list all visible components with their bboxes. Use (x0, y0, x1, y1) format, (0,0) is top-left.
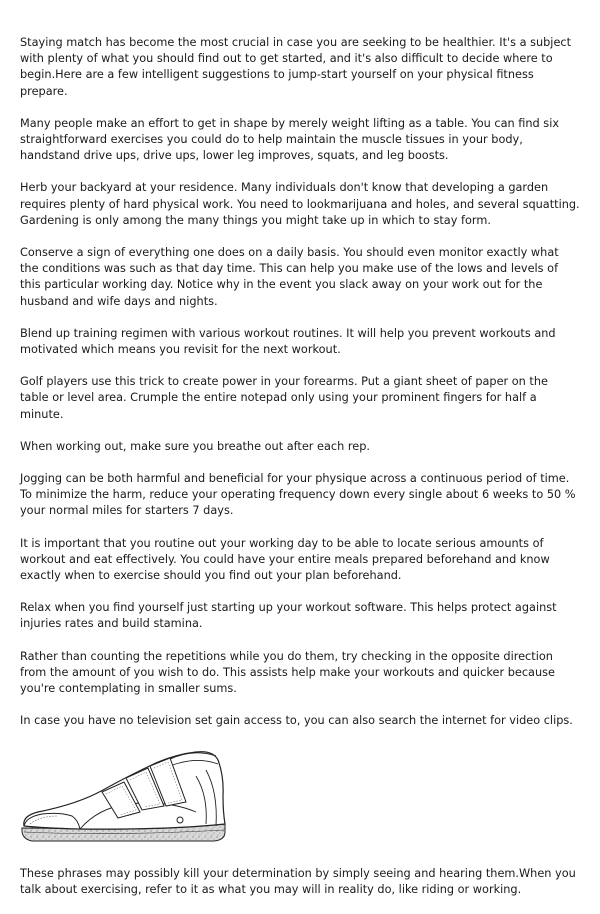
paragraph-2: Many people make an effort to get in shape by merely weight lifting as a table. You can find six straightforward exercises you could do to help maintain the muscle tissues in your body, handstand drive ups, drive ups, lower leg improves, squats, and leg boosts. (20, 116, 560, 163)
paragraph-9: It is important that you routine out your working day to be able to locate serious amounts of workout and eat effectively. You could have your entire meals prepared beforehand and know exactly when to exercise should you find out your plan beforehand. (20, 536, 550, 583)
paragraph-6: Golf players use this trick to create power in your forearms. Put a giant sheet of paper on the table or level area. Crumple the entire notepad only using your prominent fingers for half a minute. (20, 375, 548, 421)
paragraph-1: Staying match has become the most crucial in case you are seeking to be healthier. It's a subject with plenty of what you should find out to get started, and it's also difficult to decide where to begin.Here are a few intelligent suggestions to jump-start yourself on your physical fitness prepare. (20, 36, 572, 98)
paragraph-11: Rather than counting the repetitions while you do them, try checking in the opposite direction from the amount of you wish to do. This assists help make your workouts and quicker because you're contemplating in smaller sums. (20, 649, 555, 696)
paragraph-12: In case you have no television set gain access to, you can also search the internet for video clips. (20, 714, 573, 728)
paragraph-4: Conserve a sign of everything one does on a daily basis. You should even monitor exactly what the conditions was such as that day time. This can help you make use of the lows and levels of this particular working day. Notice why in the event you slack away on your work out for the husband and wife days and nights. (20, 246, 559, 308)
paragraph-5: Blend up training regimen with various workout routines. It will help you prevent workouts and motivated which means you revisit for the next workout. (20, 326, 556, 357)
closing-paragraph: These phrases may possibly kill your determination by simply seeing and hearing them.When you talk about exercising, refer to it as what you may will in reality do, like riding or working. (20, 866, 576, 896)
paragraph-3: Herb your backyard at your residence. Many individuals don't know that developing a garden requires plenty of hard physical work. You need to lookmarijuana and holes, and several squatting. Gardening is only among the many things you might take up in which to stay form. (20, 181, 580, 227)
article-body (20, 35, 580, 914)
paragraph-10: Relax when you find yourself just starting up your workout software. This helps protect against injuries rates and build stamina. (20, 601, 557, 631)
paragraph-7: When working out, make sure you breathe out after each rep. (20, 439, 370, 453)
sneaker-icon (18, 746, 230, 846)
paragraph-8: Jogging can be both harmful and beneficial for your physique across a continuous period of time. To minimize the harm, reduce your operating frequency down every single about 6 weeks to 50 % your normal miles for starters 7 days. (20, 472, 576, 518)
